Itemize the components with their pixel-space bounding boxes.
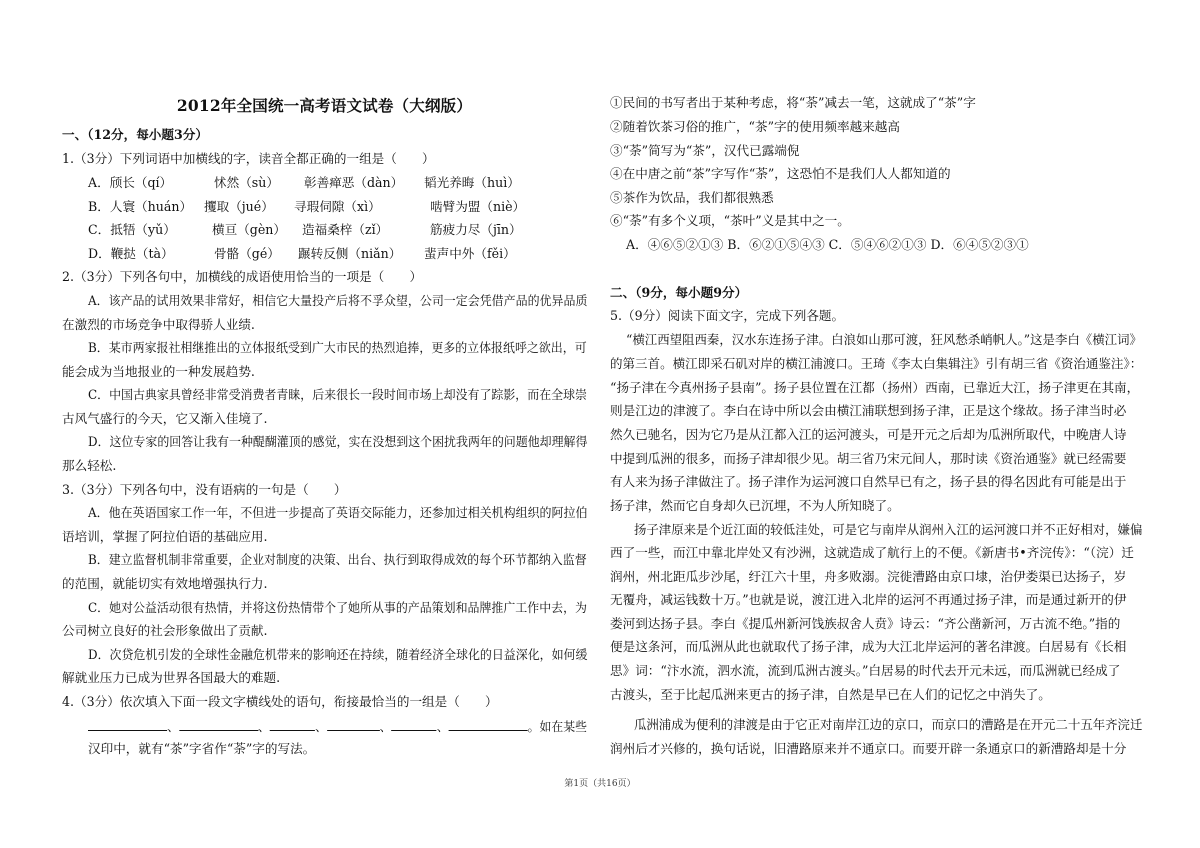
q3-option-b-cont: 的范围，就能切实有效地增强执行力. <box>62 576 268 591</box>
passage-line-4: 则是江边的津渡了。李白在诗中所以会由横江浦联想到扬子津，正是这个缘故。扬子津当时必 <box>610 403 1127 418</box>
blank-4 <box>327 718 380 731</box>
passage-line-1: “横江西望阻西秦，汉水东连扬子津。白浪如山那可渡，狂风愁杀峭帆人。”这是李白《横江词》 <box>626 332 1142 347</box>
q4-blanks-line: 、 、 、 、 、 。如在某些 <box>88 718 587 735</box>
q1-a-1: A．颀长（qí） <box>88 175 173 190</box>
passage-line-8: 扬子津，然而它自身却久已沉埋，不为人所知晓了。 <box>610 498 900 513</box>
passage-line-12: 无覆舟，减运钱数十万。”也就是说，渡江进入北岸的运河不再通过扬子津，而是通过新开的伊 <box>610 592 1127 607</box>
passage-line-2: 的第三首。横江即采石矶对岸的横江浦渡口。王琦《李太白集辑注》引有胡三省《资治通鉴注》： <box>610 356 1143 371</box>
section-one-heading: 一、（12分，每小题3分） <box>62 127 208 142</box>
q1-b-1: B．人寰（huán） <box>88 199 193 214</box>
q1-a-2: 怵然（sù） <box>214 175 279 190</box>
blank-5 <box>392 718 437 731</box>
passage-line-10: 西了一些，而江中靠北岸处又有沙洲，这就造成了航行上的不便。《新唐书•齐浣传》：“（浣）迁 <box>610 545 1134 560</box>
passage-line-18: 润州后才兴修的，换句话说，旧漕路原来并不通京口。而要开辟一条通京口的新漕路却是十分 <box>610 741 1127 756</box>
q1-d-1: D．鞭挞（tà） <box>88 246 174 261</box>
q1-a-3: 彰善瘅恶（dàn） <box>304 175 404 190</box>
q1-d-4: 蜚声中外（fěi） <box>424 246 516 261</box>
exam-title: 2012年全国统一高考语文试卷（大纲版） <box>176 96 473 115</box>
q2-option-b: B．某市两家报社相继推出的立体报纸受到广大市民的热烈追捧，更多的立体报纸呼之欲出，可 <box>88 340 587 355</box>
q3-option-c-cont: 公司树立良好的社会形象做出了贡献. <box>62 623 268 638</box>
q4-item-4: ④在中唐之前“茶”字写作“荼”，这恐怕不是我们人人都知道的 <box>610 166 951 181</box>
q4-item-6: ⑥“荼”有多个义项，“茶叶”义是其中之一。 <box>610 213 850 228</box>
q1-c-3: 造福桑梓（zǐ） <box>302 222 389 237</box>
blank-3 <box>270 718 315 731</box>
q1-a-4: 韬光养晦（huì） <box>424 175 520 190</box>
q4-passage-cont: 汉印中，就有“茶”字省作“荼”字的写法。 <box>88 741 316 756</box>
q3-option-a-cont: 语培训，掌握了阿拉伯语的基础应用. <box>62 529 268 544</box>
question-4: 4.（3分）依次填入下面一段文字横线处的语句，衔接最恰当的一组是（ ） <box>62 694 498 709</box>
q2-option-d-cont: 那么轻松. <box>62 458 117 473</box>
q4-options: A．④⑥⑤②①③ B．⑥②①⑤④③ C．⑤④⑥②①③ D．⑥④⑤②③① <box>626 237 1029 252</box>
q1-d-3: 蹍转反侧（niǎn） <box>298 246 402 261</box>
passage-line-5: 然久已驰名，因为它乃是从江都入江的运河渡头，可是开元之后却为瓜洲所取代，中晚唐人诗 <box>610 427 1127 442</box>
q4-item-3: ③“荼”简写为“茶”，汉代已露端倪 <box>610 143 800 158</box>
section-two-heading: 二、（9分，每小题9分） <box>610 285 748 300</box>
q4-blank-tail: 。如在某些 <box>527 719 587 734</box>
passage-line-14: 便是这条河，而瓜洲从此也就取代了扬子津，成为大江北岸运河的著名津渡。白居易有《长相 <box>610 639 1127 654</box>
q2-option-a-cont: 在激烈的市场竞争中取得骄人业绩. <box>62 317 255 332</box>
passage-line-13: 娄河到达扬子县。李白《提瓜州新河饯族叔舍人贲》诗云：“齐公凿新河，万古流不绝。”指的 <box>610 616 1121 631</box>
q2-option-a: A．该产品的试用效果非常好，相信它大量投产后将不孚众望，公司一定会凭借产品的优异品质 <box>88 293 588 308</box>
q4-item-5: ⑤茶作为饮品，我们都很熟悉 <box>610 190 774 205</box>
blank-1 <box>88 718 167 731</box>
q1-c-1: C．抵牾（yǔ） <box>88 222 176 237</box>
question-2: 2.（3分）下列各句中，加横线的成语使用恰当的一项是（ ） <box>62 269 423 284</box>
q1-b-4: 啮臂为盟（niè） <box>430 199 526 214</box>
q2-option-c-cont: 古风气盛行的今天，它又渐入佳境了. <box>62 411 268 426</box>
blank-6 <box>449 718 528 731</box>
passage-line-7: 有人来为扬子津做注了。扬子津作为运河渡口自然早已有之，扬子县的得名因此有可能是出于 <box>610 474 1127 489</box>
q2-option-d: D．这位专家的回答让我有一种醍醐灌顶的感觉，实在没想到这个困扰我两年的问题他却理解得 <box>88 434 588 449</box>
q2-option-c: C．中国古典家具曾经非常受消费者青睐，后来很长一段时间市场上却没有了踪影，而在全球崇 <box>88 387 588 402</box>
q1-b-3: 寻瑕伺隙（xì） <box>294 199 381 214</box>
q4-item-2: ②随着饮茶习俗的推广，“茶”字的使用频率越来越高 <box>610 119 900 134</box>
q3-option-c: C．她对公益活动很有热情，并将这份热情带个了她所从事的产品策划和品牌推广工作中去，为 <box>88 600 588 615</box>
q3-option-d-cont: 解就业压力已成为世界各国最大的难题. <box>62 670 281 685</box>
page-footer: 第1页（共16页） <box>564 779 636 789</box>
q1-c-4: 筋疲力尽（jīn） <box>430 222 522 237</box>
q3-option-b: B．建立监督机制非常重要，企业对制度的决策、出台、执行到取得成效的每个环节都纳入监督 <box>88 552 587 567</box>
question-3: 3.（3分）下列各句中，没有语病的一句是（ ） <box>62 482 347 497</box>
passage-line-11: 润州，州北距瓜步沙尾，纡江六十里，舟多败溺。浣徙漕路由京口埭，治伊娄渠已达扬子，岁 <box>610 569 1127 584</box>
question-1: 1.（3分）下列词语中加横线的字，读音全都正确的一组是（ ） <box>62 151 435 166</box>
q2-option-b-cont: 能会成为当地报业的一种发展趋势. <box>62 364 255 379</box>
passage-line-17: 瓜洲浦成为便利的津渡是由于它正对南岸江边的京口，而京口的漕路是在开元二十五年齐浣迁 <box>634 717 1143 732</box>
passage-line-6: 中提到瓜洲的很多，而扬子津却很少见。胡三省乃宋元间人，那时读《资治通鉴》就已经需要 <box>610 451 1127 466</box>
passage-line-15: 思》词：“汴水流，泗水流，流到瓜洲古渡头。”白居易的时代去开元未远，而瓜洲就已经成了 <box>610 663 1121 678</box>
q1-c-2: 横亘（gèn） <box>212 222 287 237</box>
q3-option-a: A．他在英语国家工作一年，不但进一步提高了英语交际能力，还参加过相关机构组织的阿拉伯 <box>88 505 588 520</box>
blank-2 <box>179 718 258 731</box>
passage-line-3: “扬子津在今真州扬子县南”。扬子县位置在江都（扬州）西南，已靠近大江，扬子津更在其南， <box>610 380 1140 395</box>
question-5: 5.（9分）阅读下面文字，完成下列各题。 <box>610 308 845 323</box>
q3-option-d: D．次贷危机引发的全球性金融危机带来的影响还在持续，随着经济全球化的日益深化，如何缓 <box>88 647 588 662</box>
passage-line-9: 扬子津原来是个近江面的较低洼处，可是它与南岸从润州入江的运河渡口并不正好相对，嫌偏 <box>634 522 1143 537</box>
passage-line-16: 古渡头，至于比起瓜洲来更古的扬子津，自然是早已在人们的记忆之中消失了。 <box>610 687 1051 702</box>
q1-b-2: 攫取（jué） <box>204 199 274 214</box>
q4-item-1: ①民间的书写者出于某种考虑，将“荼”减去一笔，这就成了“茶”字 <box>610 95 976 110</box>
q1-d-2: 骨骼（gé） <box>214 246 280 261</box>
